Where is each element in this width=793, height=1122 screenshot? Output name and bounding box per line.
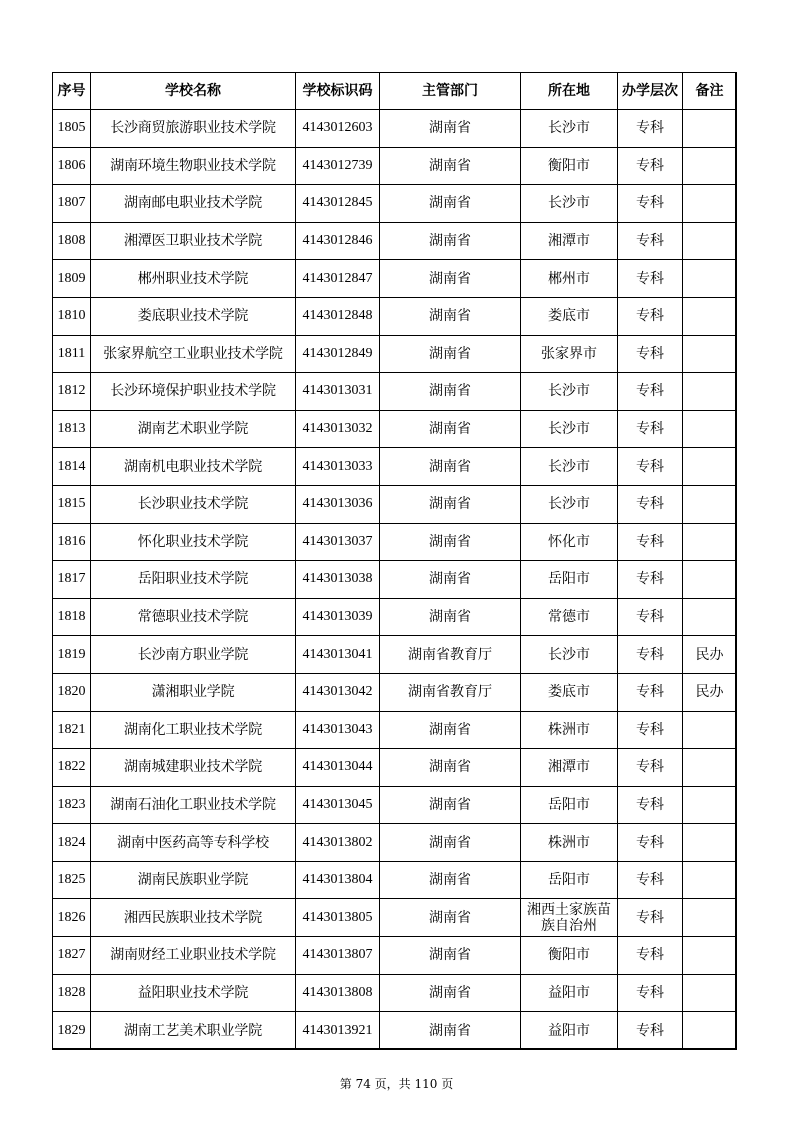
table-row: [53, 749, 737, 787]
location-cell: 怀化市: [521, 523, 618, 561]
level-cell: 专科: [618, 598, 683, 636]
school-code-cell: 4143013033: [296, 448, 380, 486]
school-name-cell: 湖南机电职业技术学院: [91, 448, 296, 486]
school-code-cell: 4143013804: [296, 861, 380, 899]
authority-cell: 湖南省: [380, 110, 521, 148]
school-name-cell: 长沙环境保护职业技术学院: [91, 373, 296, 411]
serial-number-cell: 1811: [53, 335, 91, 373]
table-row: [53, 824, 737, 862]
school-list-table: [52, 72, 737, 1050]
location-cell: 长沙市: [521, 448, 618, 486]
level-cell: 专科: [618, 260, 683, 298]
location-cell: 岳阳市: [521, 786, 618, 824]
table-row: [53, 711, 737, 749]
serial-number-cell: 1817: [53, 561, 91, 599]
header-location: 所在地: [521, 73, 618, 110]
level-cell: 专科: [618, 410, 683, 448]
school-code-cell: 4143012603: [296, 110, 380, 148]
remarks-cell: [683, 1012, 737, 1050]
serial-number-cell: 1829: [53, 1012, 91, 1050]
table-row: [53, 448, 737, 486]
school-name-cell: 湖南城建职业技术学院: [91, 749, 296, 787]
level-cell: 专科: [618, 636, 683, 674]
table-row: [53, 222, 737, 260]
remarks-cell: [683, 937, 737, 975]
level-cell: 专科: [618, 373, 683, 411]
remarks-cell: [683, 147, 737, 185]
school-name-cell: 湖南中医药高等专科学校: [91, 824, 296, 862]
school-name-cell: 湖南化工职业技术学院: [91, 711, 296, 749]
school-name-cell: 湖南工艺美术职业学院: [91, 1012, 296, 1050]
level-cell: 专科: [618, 485, 683, 523]
school-code-cell: 4143013807: [296, 937, 380, 975]
school-name-cell: 益阳职业技术学院: [91, 974, 296, 1012]
table-row: [53, 861, 737, 899]
serial-number-cell: 1826: [53, 899, 91, 937]
header-authority: 主管部门: [380, 73, 521, 110]
serial-number-cell: 1816: [53, 523, 91, 561]
school-code-cell: 4143012847: [296, 260, 380, 298]
school-name-cell: 长沙南方职业学院: [91, 636, 296, 674]
location-cell: 张家界市: [521, 335, 618, 373]
location-cell: 岳阳市: [521, 861, 618, 899]
authority-cell: 湖南省: [380, 937, 521, 975]
location-cell: 郴州市: [521, 260, 618, 298]
remarks-cell: [683, 861, 737, 899]
serial-number-cell: 1828: [53, 974, 91, 1012]
level-cell: 专科: [618, 297, 683, 335]
school-code-cell: 4143012848: [296, 297, 380, 335]
level-cell: 专科: [618, 448, 683, 486]
school-name-cell: 湖南民族职业学院: [91, 861, 296, 899]
serial-number-cell: 1819: [53, 636, 91, 674]
remarks-cell: [683, 974, 737, 1012]
location-cell: 长沙市: [521, 410, 618, 448]
header-school-code: 学校标识码: [296, 73, 380, 110]
remarks-cell: [683, 373, 737, 411]
table-row: [53, 937, 737, 975]
authority-cell: 湖南省: [380, 222, 521, 260]
school-code-cell: 4143013036: [296, 485, 380, 523]
school-name-cell: 湖南财经工业职业技术学院: [91, 937, 296, 975]
school-code-cell: 4143013031: [296, 373, 380, 411]
location-cell: 长沙市: [521, 636, 618, 674]
school-code-cell: 4143012739: [296, 147, 380, 185]
serial-number-cell: 1818: [53, 598, 91, 636]
level-cell: 专科: [618, 711, 683, 749]
authority-cell: 湖南省: [380, 974, 521, 1012]
authority-cell: 湖南省: [380, 147, 521, 185]
school-code-cell: 4143013038: [296, 561, 380, 599]
serial-number-cell: 1820: [53, 673, 91, 711]
school-name-cell: 张家界航空工业职业技术学院: [91, 335, 296, 373]
remarks-cell: [683, 824, 737, 862]
authority-cell: 湖南省教育厅: [380, 636, 521, 674]
remarks-cell: 民办: [683, 673, 737, 711]
level-cell: 专科: [618, 861, 683, 899]
location-cell: 株洲市: [521, 711, 618, 749]
serial-number-cell: 1823: [53, 786, 91, 824]
school-code-cell: 4143013032: [296, 410, 380, 448]
level-cell: 专科: [618, 185, 683, 223]
serial-number-cell: 1812: [53, 373, 91, 411]
level-cell: 专科: [618, 899, 683, 937]
authority-cell: 湖南省: [380, 786, 521, 824]
school-code-cell: 4143013921: [296, 1012, 380, 1050]
location-cell: 衡阳市: [521, 147, 618, 185]
location-cell: 长沙市: [521, 373, 618, 411]
table-row: [53, 297, 737, 335]
remarks-cell: [683, 749, 737, 787]
serial-number-cell: 1815: [53, 485, 91, 523]
level-cell: 专科: [618, 974, 683, 1012]
remarks-cell: [683, 711, 737, 749]
table-row: [53, 110, 737, 148]
school-name-cell: 湖南邮电职业技术学院: [91, 185, 296, 223]
table-row: [53, 673, 737, 711]
remarks-cell: [683, 899, 737, 937]
level-cell: 专科: [618, 561, 683, 599]
table-row: [53, 335, 737, 373]
location-cell: 湘西土家族苗族自治州: [521, 899, 618, 937]
table-row: [53, 523, 737, 561]
school-code-cell: 4143012849: [296, 335, 380, 373]
authority-cell: 湖南省: [380, 297, 521, 335]
authority-cell: 湖南省: [380, 373, 521, 411]
school-name-cell: 湖南石油化工职业技术学院: [91, 786, 296, 824]
table-row: [53, 147, 737, 185]
school-name-cell: 长沙商贸旅游职业技术学院: [91, 110, 296, 148]
table-row: [53, 974, 737, 1012]
serial-number-cell: 1813: [53, 410, 91, 448]
location-cell: 益阳市: [521, 1012, 618, 1050]
school-code-cell: 4143013802: [296, 824, 380, 862]
serial-number-cell: 1808: [53, 222, 91, 260]
level-cell: 专科: [618, 222, 683, 260]
level-cell: 专科: [618, 147, 683, 185]
school-name-cell: 湘西民族职业技术学院: [91, 899, 296, 937]
authority-cell: 湖南省: [380, 485, 521, 523]
table-row: [53, 899, 737, 937]
table-header-row: [53, 73, 737, 110]
table-row: [53, 598, 737, 636]
level-cell: 专科: [618, 673, 683, 711]
location-cell: 湘潭市: [521, 222, 618, 260]
remarks-cell: [683, 185, 737, 223]
school-code-cell: 4143013808: [296, 974, 380, 1012]
header-school-name: 学校名称: [91, 73, 296, 110]
serial-number-cell: 1814: [53, 448, 91, 486]
header-level: 办学层次: [618, 73, 683, 110]
authority-cell: 湖南省: [380, 899, 521, 937]
authority-cell: 湖南省: [380, 711, 521, 749]
table-row: [53, 410, 737, 448]
level-cell: 专科: [618, 110, 683, 148]
table-body: [53, 110, 737, 1050]
location-cell: 衡阳市: [521, 937, 618, 975]
school-code-cell: 4143013805: [296, 899, 380, 937]
table-row: [53, 373, 737, 411]
authority-cell: 湖南省: [380, 448, 521, 486]
location-cell: 长沙市: [521, 485, 618, 523]
remarks-cell: [683, 448, 737, 486]
location-cell: 益阳市: [521, 974, 618, 1012]
table-row: [53, 561, 737, 599]
location-cell: 娄底市: [521, 673, 618, 711]
remarks-cell: [683, 335, 737, 373]
level-cell: 专科: [618, 937, 683, 975]
location-cell: 常德市: [521, 598, 618, 636]
serial-number-cell: 1806: [53, 147, 91, 185]
serial-number-cell: 1807: [53, 185, 91, 223]
table-row: [53, 485, 737, 523]
page-footer: 第 74 页，共 110 页: [339, 1077, 454, 1091]
authority-cell: 湖南省: [380, 335, 521, 373]
serial-number-cell: 1809: [53, 260, 91, 298]
location-cell: 娄底市: [521, 297, 618, 335]
level-cell: 专科: [618, 749, 683, 787]
authority-cell: 湖南省: [380, 185, 521, 223]
level-cell: 专科: [618, 824, 683, 862]
remarks-cell: [683, 297, 737, 335]
table-row: [53, 185, 737, 223]
remarks-cell: [683, 561, 737, 599]
authority-cell: 湖南省: [380, 260, 521, 298]
location-cell: 岳阳市: [521, 561, 618, 599]
school-code-cell: 4143013037: [296, 523, 380, 561]
serial-number-cell: 1827: [53, 937, 91, 975]
authority-cell: 湖南省: [380, 523, 521, 561]
school-code-cell: 4143013042: [296, 673, 380, 711]
school-name-cell: 怀化职业技术学院: [91, 523, 296, 561]
table-row: [53, 636, 737, 674]
location-cell: 湘潭市: [521, 749, 618, 787]
school-name-cell: 湖南艺术职业学院: [91, 410, 296, 448]
authority-cell: 湖南省: [380, 749, 521, 787]
remarks-cell: 民办: [683, 636, 737, 674]
school-code-cell: 4143013044: [296, 749, 380, 787]
header-remarks: 备注: [683, 73, 737, 110]
level-cell: 专科: [618, 786, 683, 824]
header-serial-number: 序号: [53, 73, 91, 110]
school-code-cell: 4143012846: [296, 222, 380, 260]
school-name-cell: 湖南环境生物职业技术学院: [91, 147, 296, 185]
authority-cell: 湖南省: [380, 824, 521, 862]
authority-cell: 湖南省: [380, 410, 521, 448]
level-cell: 专科: [618, 523, 683, 561]
school-name-cell: 娄底职业技术学院: [91, 297, 296, 335]
table-row: [53, 1012, 737, 1050]
school-name-cell: 岳阳职业技术学院: [91, 561, 296, 599]
remarks-cell: [683, 786, 737, 824]
serial-number-cell: 1825: [53, 861, 91, 899]
location-cell: 株洲市: [521, 824, 618, 862]
school-name-cell: 常德职业技术学院: [91, 598, 296, 636]
level-cell: 专科: [618, 335, 683, 373]
school-name-cell: 郴州职业技术学院: [91, 260, 296, 298]
table-row: [53, 786, 737, 824]
remarks-cell: [683, 598, 737, 636]
remarks-cell: [683, 485, 737, 523]
authority-cell: 湖南省教育厅: [380, 673, 521, 711]
remarks-cell: [683, 410, 737, 448]
serial-number-cell: 1805: [53, 110, 91, 148]
serial-number-cell: 1821: [53, 711, 91, 749]
authority-cell: 湖南省: [380, 1012, 521, 1050]
authority-cell: 湖南省: [380, 861, 521, 899]
level-cell: 专科: [618, 1012, 683, 1050]
serial-number-cell: 1824: [53, 824, 91, 862]
serial-number-cell: 1810: [53, 297, 91, 335]
table-row: [53, 260, 737, 298]
school-code-cell: 4143013041: [296, 636, 380, 674]
remarks-cell: [683, 523, 737, 561]
school-name-cell: 长沙职业技术学院: [91, 485, 296, 523]
remarks-cell: [683, 222, 737, 260]
school-code-cell: 4143012845: [296, 185, 380, 223]
authority-cell: 湖南省: [380, 561, 521, 599]
school-code-cell: 4143013045: [296, 786, 380, 824]
school-name-cell: 湘潭医卫职业技术学院: [91, 222, 296, 260]
school-code-cell: 4143013039: [296, 598, 380, 636]
remarks-cell: [683, 110, 737, 148]
authority-cell: 湖南省: [380, 598, 521, 636]
remarks-cell: [683, 260, 737, 298]
serial-number-cell: 1822: [53, 749, 91, 787]
school-code-cell: 4143013043: [296, 711, 380, 749]
location-cell: 长沙市: [521, 185, 618, 223]
school-name-cell: 潇湘职业学院: [91, 673, 296, 711]
location-cell: 长沙市: [521, 110, 618, 148]
